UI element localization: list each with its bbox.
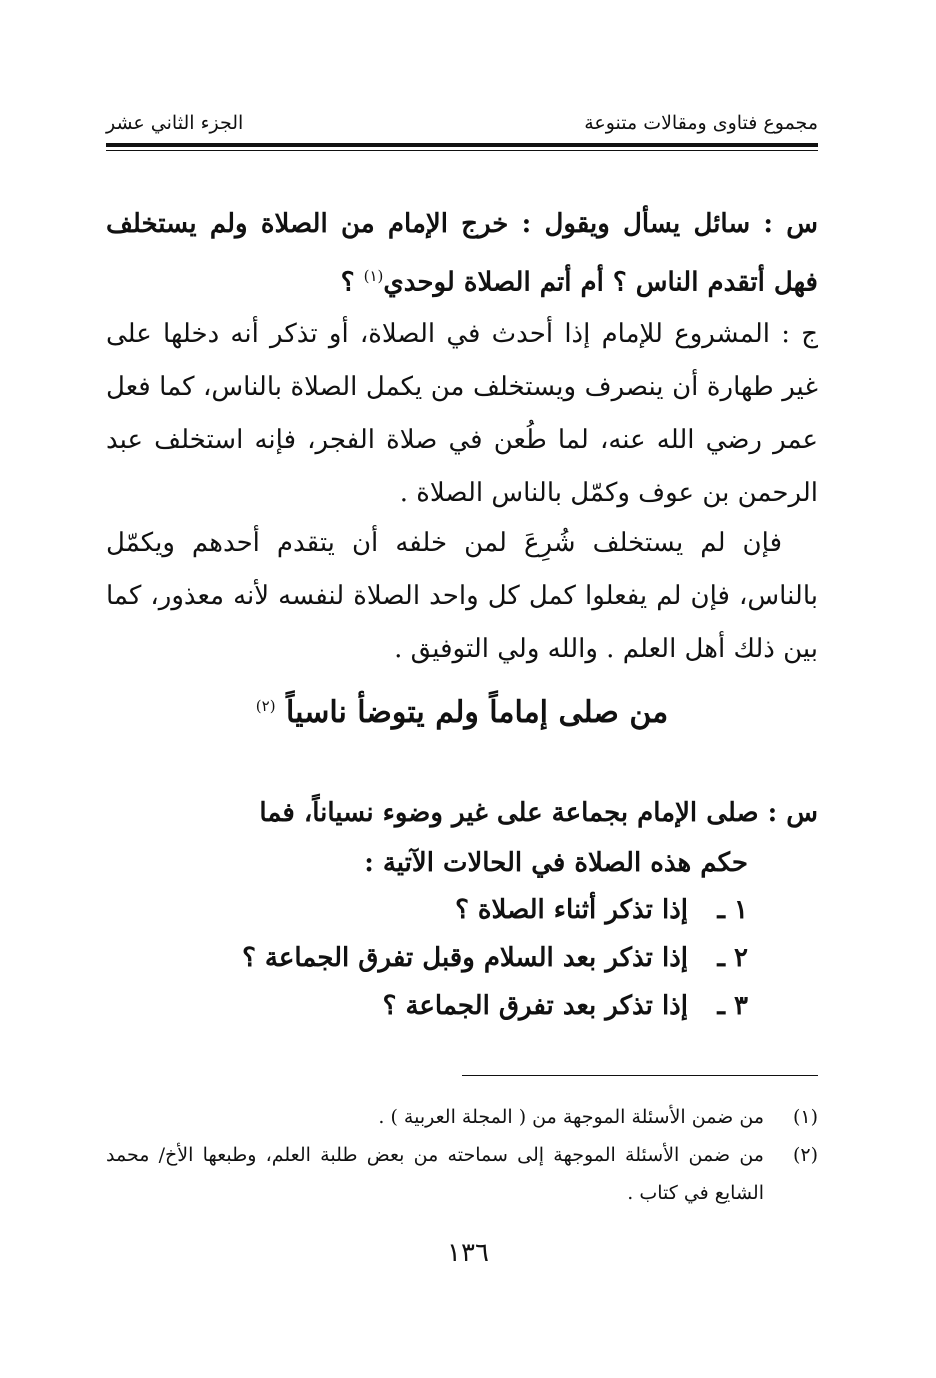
- question-2-cases: [106, 886, 818, 1030]
- case-item: [106, 982, 818, 1030]
- question-2: [106, 788, 818, 888]
- running-head: [106, 112, 818, 142]
- answer-2-text: فإن لم يستخلف شُرِعَ لمن خلفه أن يتقدم أحدهم ويكمّل بالناس، فإن لم يفعلوا كمل كل واحد الصلاة لنفسه لأنه معذور، كما بين ذلك أهل العلم . والله ولي التوفيق .: [106, 528, 818, 664]
- answer-paragraph-1: [106, 308, 818, 520]
- footnote: [106, 1098, 818, 1136]
- question-2-line-2: حكم هذه الصلاة في الحالات الآتية :: [364, 848, 748, 878]
- question-2-line-1: س : صلى الإمام بجماعة على غير وضوء نسياناً، فما: [259, 798, 818, 828]
- header-rule-thin: [106, 150, 818, 151]
- case-text: إذا تذكر بعد تفرق الجماعة ؟: [382, 991, 688, 1021]
- footnote: [106, 1136, 818, 1212]
- case-number: ١ ـ: [717, 895, 748, 925]
- page-number: ١٣٦: [447, 1238, 489, 1268]
- answer-1-text: ج : المشروع للإمام إذا أحدث في الصلاة، أو تذكر أنه دخلها على غير طهارة أن ينصرف ويستخلف من يكمل الصلاة بالناس، كما فعل عمر رضي الله عنه، لما طُعن في صلاة الفجر، فإنه استخلف عبد الرحمن بن عوف وكمّل بالناس الصلاة .: [106, 319, 818, 508]
- case-text: إذا تذكر أثناء الصلاة ؟: [455, 895, 688, 925]
- section-heading: [106, 695, 818, 730]
- case-item: [106, 934, 818, 982]
- footnotes: [106, 1098, 818, 1212]
- footnote-text: من ضمن الأسئلة الموجهة من ( المجلة العربية ) .: [378, 1106, 764, 1128]
- book-title: مجموع فتاوى ومقالات متنوعة: [584, 112, 818, 134]
- case-number: ٢ ـ: [717, 943, 748, 973]
- footnote-ref-2: (٢): [255, 697, 276, 715]
- question-1-text: س : سائل يسأل ويقول : خرج الإمام من الصلاة ولم يستخلف فهل أتقدم الناس ؟ أم أتم الصلاة لوحدي: [106, 209, 818, 298]
- question-1-end: ؟: [340, 267, 364, 298]
- footnote-mark: (١): [792, 1106, 818, 1128]
- footnote-ref-1: (١): [363, 267, 384, 285]
- question-1: [106, 198, 818, 309]
- footnote-mark: (٢): [792, 1144, 818, 1166]
- case-item: [106, 886, 818, 934]
- case-number: ٣ ـ: [717, 991, 748, 1021]
- section-heading-title: من صلى إماماً ولم يتوضأ ناسياً: [286, 695, 669, 730]
- header-rule-thick: [106, 143, 818, 147]
- footnote-separator: [462, 1075, 818, 1076]
- volume-label: الجزء الثاني عشر: [106, 112, 244, 134]
- footnote-text: من ضمن الأسئلة الموجهة إلى سماحته من بعض طلبة العلم، وطبعها الأخ/ محمد الشايع في كتاب .: [106, 1144, 764, 1204]
- case-text: إذا تذكر بعد السلام وقبل تفرق الجماعة ؟: [242, 943, 688, 973]
- answer-paragraph-2: [106, 517, 818, 676]
